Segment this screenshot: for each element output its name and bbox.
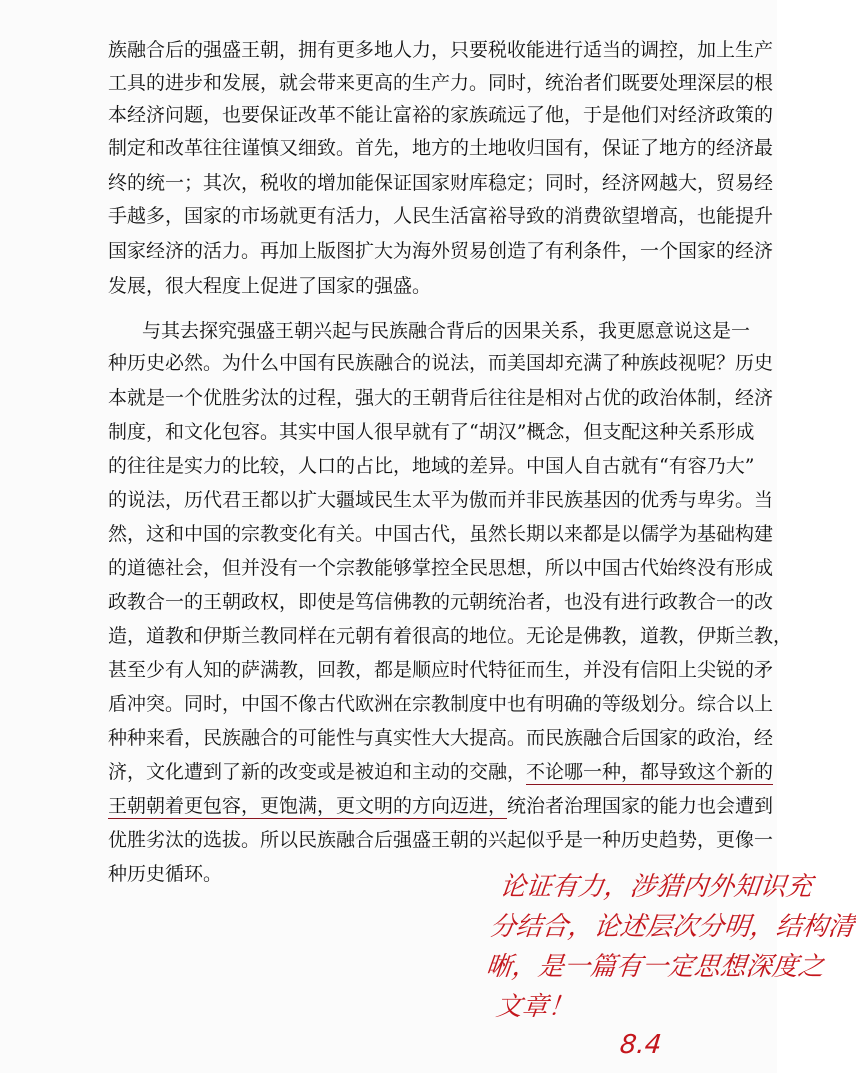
text-line: 与其去探究强盛王朝兴起与民族融合背后的因果关系，我更愿意说这是一: [142, 320, 751, 342]
text-line: 然，这和中国的宗教变化有关。中国古代，虽然长期以来都是以儒学为基础构建: [108, 523, 774, 545]
text-line: 的说法，历代君王都以扩大疆域民生太平为傲而并非民族基因的优秀与卑劣。当: [108, 489, 774, 511]
handwritten-date: 8.4: [618, 1030, 663, 1060]
text-line: 制定和改革往往谨慎又细致。首先，地方的土地收归国有，保证了地方的经济最: [108, 137, 774, 159]
text-line: [108, 795, 774, 817]
text-line: 种历史必然。为什么中国有民族融合的说法，而美国却充满了种族歧视呢？历史: [108, 352, 774, 374]
text-line: 工具的进步和发展，就会带来更高的生产力。同时，统治者们既要处理深层的根: [108, 72, 774, 94]
text-line: 发展，很大程度上促进了国家的强盛。: [108, 275, 432, 297]
handwritten-comment-line: 晰，是一篇有一定思想深度之: [484, 952, 826, 982]
underlined-text: 王朝朝着更包容，更饱满，更文明的方向迈进，: [108, 795, 508, 817]
text-line: 政教合一的王朝政权，即使是笃信佛教的元朝统治者，也没有进行政教合一的改: [108, 591, 774, 613]
text-line: 种历史循环。: [108, 863, 223, 885]
handwritten-comment-line: 分结合，论述层次分明，结构清: [488, 912, 856, 942]
text-line: 造，道教和伊斯兰教同样在元朝有着很高的地位。无论是佛教，道教，伊斯兰教，: [108, 625, 793, 647]
handwritten-comment-line: 论证有力，涉猎内外知识充: [498, 872, 814, 902]
text-line: 制度，和文化包容。其实中国人很早就有了“胡汉”概念，但支配这种关系形成: [108, 421, 755, 443]
underlined-text: 不论哪一种，都导致这个新的: [526, 761, 774, 783]
text-line: 手越多，国家的市场就更有活力，人民生活富裕导致的消费欲望增高，也能提升: [108, 205, 774, 227]
text-segment: 统治者治理国家的能力也会遭到: [507, 795, 774, 817]
text-line: 终的统一；其次，税收的增加能保证国家财库稳定；同时，经济网越大，贸易经: [108, 172, 774, 194]
text-line: 种种来看，民族融合的可能性与真实性大大提高。而民族融合后国家的政治，经: [108, 727, 774, 749]
text-line: 国家经济的活力。再加上版图扩大为海外贸易创造了有利条件，一个国家的经济: [108, 240, 774, 262]
text-line: [108, 761, 774, 783]
text-line: 优胜劣汰的选拔。所以民族融合后强盛王朝的兴起似乎是一种历史趋势，更像一: [108, 829, 774, 851]
handwritten-comment-line: 文章！: [494, 992, 576, 1022]
text-line: 族融合后的强盛王朝，拥有更多地人力，只要税收能进行适当的调控，加上生产: [108, 39, 774, 61]
text-line: 的道德社会，但并没有一个宗教能够掌控全民思想，所以中国古代始终没有形成: [108, 557, 774, 579]
text-line: 盾冲突。同时，中国不像古代欧洲在宗教制度中也有明确的等级划分。综合以上: [108, 693, 774, 715]
text-line: 的往往是实力的比较，人口的占比，地域的差异。中国人自古就有“有容乃大”: [108, 455, 755, 477]
text-line: 本经济问题，也要保证改革不能让富裕的家族疏远了他，于是他们对经济政策的: [108, 104, 774, 126]
text-line: 甚至少有人知的萨满教，回教，都是顺应时代特征而生，并没有信阳上尖锐的矛: [108, 659, 774, 681]
text-segment: 济，文化遭到了新的改变或是被迫和主动的交融，: [108, 761, 527, 783]
text-line: 本就是一个优胜劣汰的过程，强大的王朝背后往往是相对占优的政治体制，经济: [108, 387, 774, 409]
